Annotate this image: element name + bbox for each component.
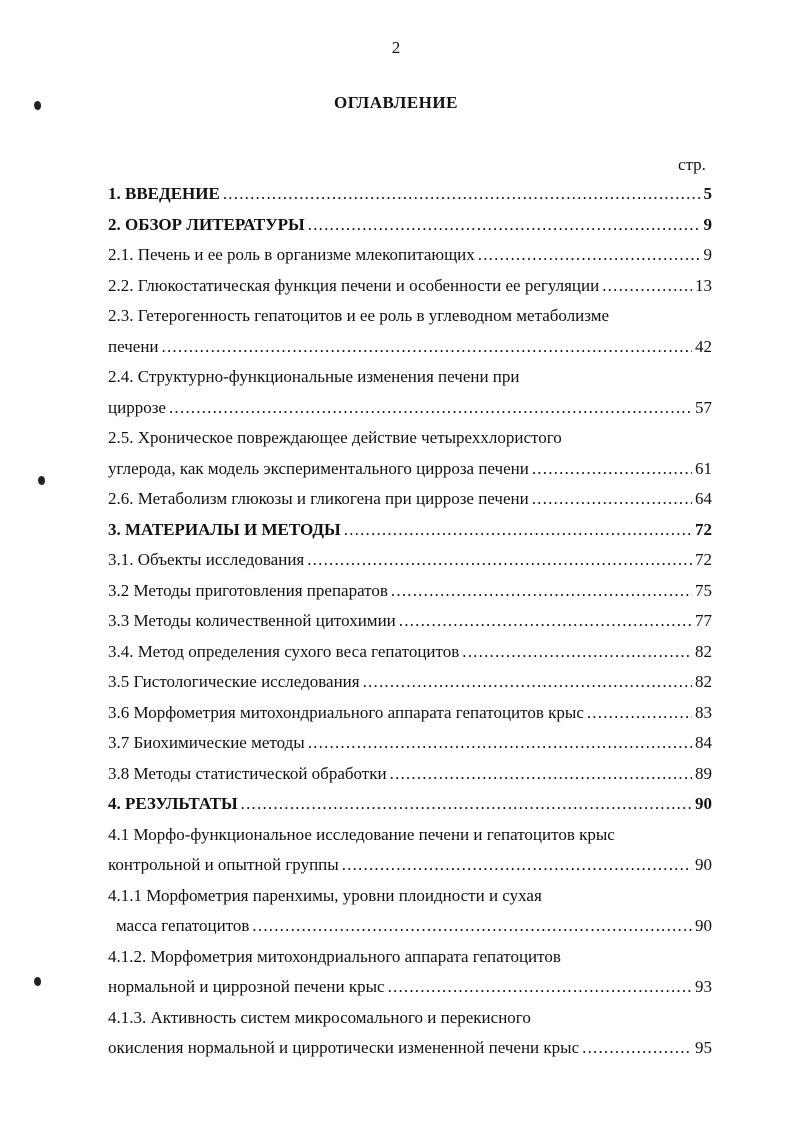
toc-line: [0, 790, 792, 821]
toc-page-number: 84: [695, 733, 712, 752]
toc-section-row: [108, 794, 712, 816]
toc-page-number: 90: [695, 916, 712, 935]
dot-leader: [162, 337, 692, 359]
toc-page-number: 89: [695, 763, 712, 783]
toc-entry-title: 4.1.2. Морфометрия митохондриального аппарата гепатоцитов: [108, 946, 561, 966]
dot-leader: [307, 550, 692, 572]
toc-entry-title: 2.4. Структурно-функциональные изменения печени при: [108, 367, 520, 386]
dot-leader: [399, 611, 692, 633]
toc-entry-title: масса гепатоцитов: [116, 916, 250, 935]
toc-page-number: 90: [695, 855, 712, 874]
toc-page-number: 57: [695, 397, 712, 417]
toc-line: [0, 821, 792, 852]
dot-leader: [344, 520, 692, 542]
toc-page-number: 13: [695, 275, 712, 295]
toc-entry-row: [108, 489, 712, 511]
page-title: ОГЛАВЛЕНИЕ: [334, 93, 458, 112]
toc-entry-title: 2.2. Глюкостатическая функция печени и особенности ее регуляции: [108, 275, 600, 295]
toc-entry-title: 3.8 Методы статистической обработки: [108, 763, 387, 783]
toc-line: [0, 241, 792, 272]
toc-entry-title: 4. РЕЗУЛЬТАТЫ: [108, 794, 238, 813]
toc-section-row: [108, 520, 712, 542]
toc-entry-title: 3.5 Гистологические исследования: [108, 672, 360, 691]
toc-entry-row: [108, 398, 712, 420]
toc-line: [0, 546, 792, 577]
toc-page-number: 82: [695, 641, 712, 661]
toc-entry-row: [108, 581, 712, 603]
toc-entry-title: 3.7 Биохимические методы: [108, 733, 305, 752]
page-number: 2: [391, 38, 401, 57]
toc-entry-title: 3. МАТЕРИАЛЫ И МЕТОДЫ: [108, 519, 341, 539]
toc-line: [0, 516, 792, 547]
dot-leader: [390, 764, 692, 786]
toc-line: [0, 1034, 792, 1065]
toc-entry-title: 3.6 Морфометрия митохондриального аппарата гепатоцитов крыс: [108, 702, 584, 722]
page-column-label: стр.: [678, 155, 706, 174]
toc-page-number: 5: [703, 184, 712, 203]
toc-entry-title: нормальной и циррозной печени крыс: [108, 977, 385, 996]
toc-line: [0, 729, 792, 760]
toc-entry-row: [108, 459, 712, 481]
toc-entry-row: [116, 916, 712, 938]
toc-page-number: 95: [695, 1038, 712, 1057]
toc-page-number: 90: [695, 794, 712, 813]
toc-entry-title: 2.5. Хроническое повреждающее действие четыреххлористого: [108, 428, 562, 447]
toc-page-number: 93: [695, 977, 712, 996]
toc-entry-title: печени: [108, 336, 159, 356]
toc-line: [0, 211, 792, 242]
toc-entry-title: 3.2 Методы приготовления препаратов: [108, 580, 388, 600]
toc-line: [0, 180, 792, 211]
toc-entry-title: 2.3. Гетерогенность гепатоцитов и ее роль в углеводном метаболизме: [108, 306, 610, 325]
toc-line: [0, 455, 792, 486]
toc-section-row: [108, 215, 712, 237]
toc-page-number: 83: [695, 702, 712, 722]
dot-leader: [363, 672, 692, 694]
dot-leader: [241, 794, 692, 816]
toc-line: [0, 577, 792, 608]
toc-line: [0, 333, 792, 364]
toc-line: [0, 363, 792, 394]
toc-entry-row: [108, 855, 712, 877]
dot-leader: [478, 245, 701, 267]
toc-entry-row: [108, 611, 712, 633]
toc-page-number: 64: [695, 489, 712, 508]
toc-entry-row: [108, 733, 712, 755]
toc-page-number: 9: [703, 245, 712, 264]
toc-line: [0, 912, 792, 943]
toc-line: [0, 668, 792, 699]
dot-leader: [391, 581, 692, 603]
table-of-contents: [0, 180, 792, 1065]
dot-leader: [582, 1038, 692, 1060]
toc-entry-title: окисления нормальной и цирротически измененной печени крыс: [108, 1038, 580, 1057]
toc-entry-title: 3.3 Методы количественной цитохимии: [108, 611, 396, 630]
toc-line: [0, 607, 792, 638]
dot-leader: [532, 459, 692, 481]
toc-entry-row: [108, 703, 712, 725]
toc-entry-row: [108, 276, 712, 298]
toc-entry-row: [108, 245, 712, 267]
toc-entry-title: циррозе: [108, 397, 166, 417]
toc-section-row: [108, 184, 712, 206]
toc-line: [0, 760, 792, 791]
toc-page-number: 9: [703, 214, 712, 234]
toc-entry-title: 2.1. Печень и ее роль в организме млекопитающих: [108, 245, 475, 264]
toc-entry-title: 2.6. Метаболизм глюкозы и гликогена при циррозе печени: [108, 489, 529, 508]
toc-entry-title: 4.1 Морфо-функциональное исследование печени и гепатоцитов крыс: [108, 824, 615, 844]
toc-line: [0, 424, 792, 455]
toc-line: [0, 1004, 792, 1035]
toc-entry-row: [108, 642, 712, 664]
toc-entry-title: контрольной и опытной группы: [108, 855, 339, 874]
toc-entry-row: [108, 977, 712, 999]
dot-leader: [308, 733, 692, 755]
toc-entry-title: 1. ВВЕДЕНИЕ: [108, 184, 220, 203]
toc-entry-title: углерода, как модель экспериментального цирроза печени: [108, 458, 529, 478]
toc-line: [0, 943, 792, 974]
toc-page-number: 61: [695, 458, 712, 478]
toc-entry-row: [108, 550, 712, 572]
toc-entry-title: 2. ОБЗОР ЛИТЕРАТУРЫ: [108, 214, 305, 234]
toc-entry-title: 3.1. Объекты исследования: [108, 550, 305, 569]
toc-line: [0, 272, 792, 303]
dot-leader: [462, 642, 692, 664]
dot-leader: [532, 489, 692, 511]
dot-leader: [388, 977, 692, 999]
toc-entry-title: 4.1.1 Морфометрия паренхимы, уровни плоидности и сухая: [108, 885, 542, 905]
toc-page-number: 82: [695, 672, 712, 691]
toc-entry-row: [108, 337, 712, 359]
toc-entry-row: [108, 764, 712, 786]
toc-line: [0, 851, 792, 882]
dot-leader: [169, 398, 692, 420]
toc-page-number: 75: [695, 580, 712, 600]
toc-line: [0, 302, 792, 333]
toc-line: [0, 394, 792, 425]
toc-page-number: 77: [695, 611, 712, 630]
toc-line: [0, 638, 792, 669]
dot-leader: [252, 916, 692, 938]
toc-entry-row: [108, 1038, 712, 1060]
toc-page-number: 42: [695, 336, 712, 356]
toc-page-number: 72: [695, 519, 712, 539]
toc-entry-title: 4.1.3. Активность систем микросомального и перекисного: [108, 1007, 531, 1027]
toc-entry-title: 3.4. Метод определения сухого веса гепатоцитов: [108, 641, 460, 661]
dot-leader: [308, 215, 701, 237]
dot-leader: [602, 276, 692, 298]
toc-line: [0, 699, 792, 730]
toc-line: [0, 485, 792, 516]
dot-leader: [342, 855, 692, 877]
toc-line: [0, 882, 792, 913]
toc-line: [0, 973, 792, 1004]
toc-page-number: 72: [695, 550, 712, 569]
dot-leader: [587, 703, 692, 725]
dot-leader: [223, 184, 701, 206]
toc-entry-row: [108, 672, 712, 694]
